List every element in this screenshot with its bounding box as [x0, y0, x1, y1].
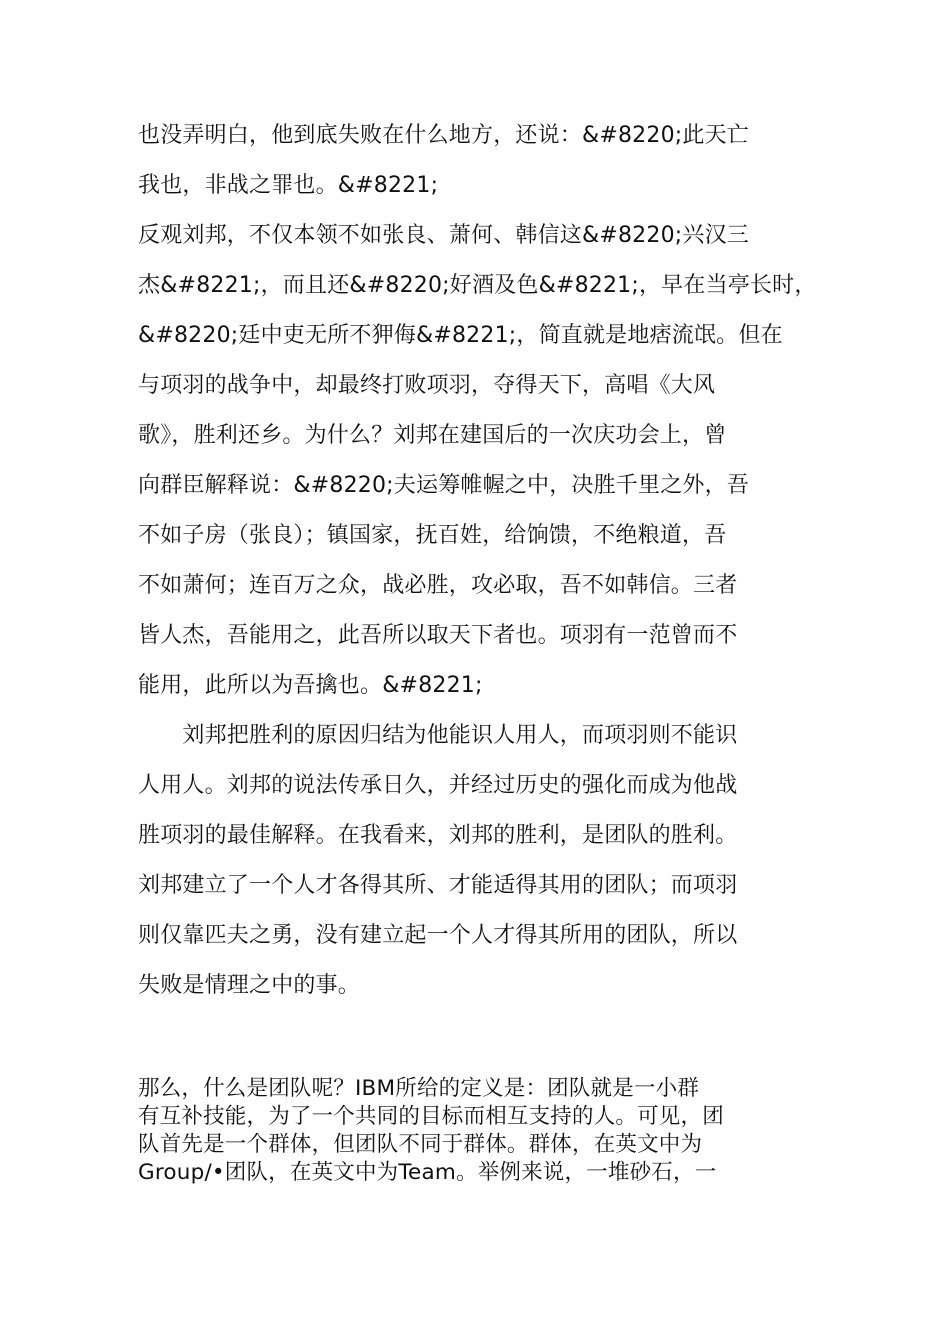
text-line: &#8220;廷中吏无所不狎侮&#8221;，简直就是地痞流氓。但在: [138, 323, 783, 348]
text-line: 队首先是一个群体，但团队不同于群体。群体，在英文中为: [138, 1132, 703, 1157]
text-section-history: [138, 116, 817, 1016]
text-line: 刘邦建立了一个人才各得其所、才能适得其用的团队；而项羽: [138, 873, 738, 898]
text-line: 那么，什么是团队呢？IBM所给的定义是：团队就是一小群: [138, 1076, 700, 1101]
text-line: 刘邦把胜利的原因归结为他能识人用人，而项羽则不能识: [138, 723, 738, 748]
text-line: 皆人杰，吾能用之，此吾所以取天下者也。项羽有一范曾而不: [138, 623, 738, 648]
text-line: 胜项羽的最佳解释。在我看来，刘邦的胜利，是团队的胜利。: [138, 823, 738, 848]
text-line: 人用人。刘邦的说法传承日久，并经过历史的强化而成为他战: [138, 773, 738, 798]
text-line: Group/•团队，在英文中为Team。举例来说，一堆砂石，一: [138, 1160, 717, 1185]
text-line: 有互补技能，为了一个共同的目标而相互支持的人。可见，团: [138, 1104, 724, 1129]
text-line: 能用，此所以为吾擒也。&#8221;: [138, 673, 483, 698]
text-line: 失败是情理之中的事。: [138, 973, 361, 998]
text-line: 不如子房（张良）；镇国家，抚百姓，给饷馈，不绝粮道，吾: [138, 523, 727, 548]
text-section-team-definition: [138, 1075, 803, 1187]
text-line: 杰&#8221;，而且还&#8220;好酒及色&#8221;，早在当亭长时，: [138, 273, 817, 298]
text-line: 不如萧何；连百万之众，战必胜，攻必取，吾不如韩信。三者: [138, 573, 738, 598]
text-line: 也没弄明白，他到底失败在什么地方，还说：&#8220;此天亡: [138, 123, 749, 148]
text-line: 向群臣解释说：&#8220;夫运筹帷幄之中，决胜千里之外，吾: [138, 473, 749, 498]
text-line: 则仅靠匹夫之勇，没有建立起一个人才得其所用的团队，所以: [138, 923, 738, 948]
text-line: 反观刘邦，不仅本领不如张良、萧何、韩信这&#8220;兴汉三: [138, 223, 749, 248]
text-line: 我也，非战之罪也。&#8221;: [138, 173, 439, 198]
text-line: 歌》，胜利还乡。为什么？刘邦在建国后的一次庆功会上，曾: [138, 423, 727, 448]
text-line: 与项羽的战争中，却最终打败项羽，夺得天下，高唱《大风: [138, 373, 716, 398]
